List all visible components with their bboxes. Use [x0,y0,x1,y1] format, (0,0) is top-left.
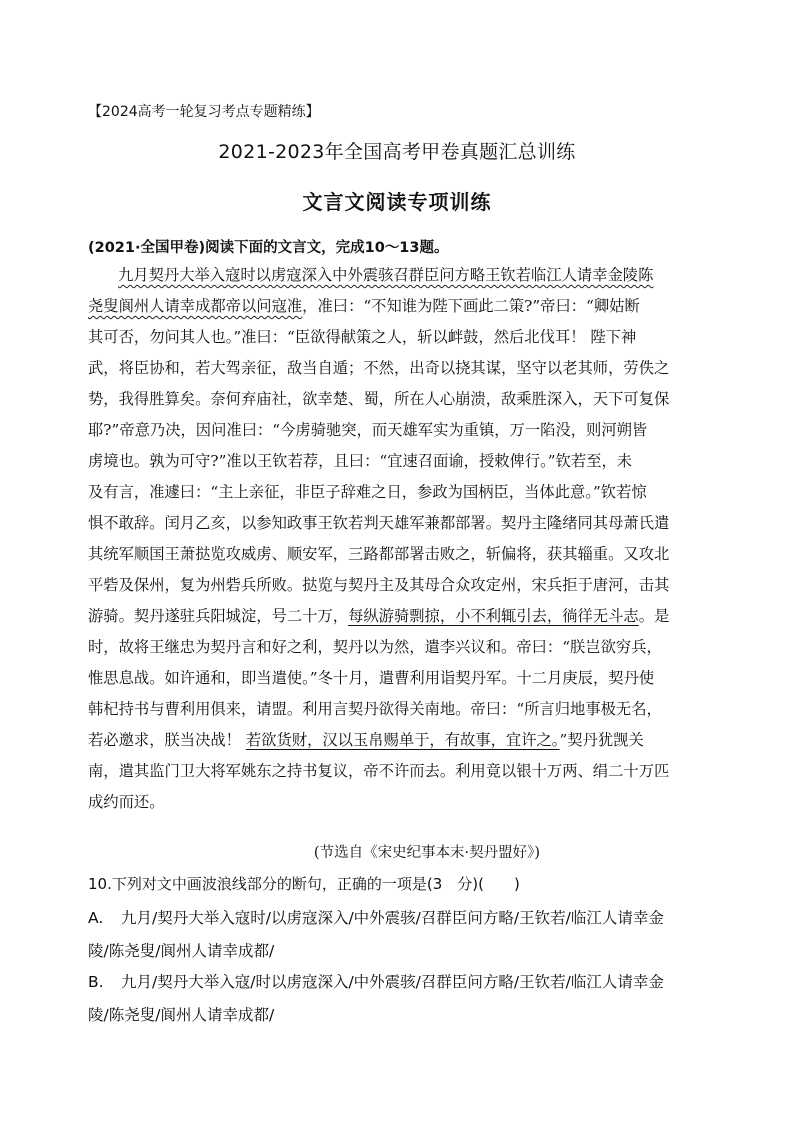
option-label: B. [88,973,104,991]
passage-text: 耶?”帝意乃决，因问准曰：“今虏骑驰突，而天雄军实为重镇，万一陷没，则河朔皆 [88,421,648,439]
passage-line [88,322,700,353]
wavy-underlined-text: 尧叟阆州人请幸成都帝以问寇准 [88,297,303,315]
passage-source: (节选自《宋史纪事本末·契丹盟好》) [313,845,541,861]
option-label: A. [88,909,104,927]
passage-text: 平砦及保州，复为州砦兵所败。挞览与契丹主及其母合众攻定州，宋兵拒于唐河，击其 [88,576,670,594]
passage-line [88,632,700,663]
option-text-line: 陵/陈尧叟/阆州人请幸成都/ [88,942,275,960]
passage-line [88,570,700,601]
document-subtitle: 文言文阅读专项训练 [302,190,492,214]
option-a [88,902,708,968]
option-b [88,966,708,1032]
passage-text: 时，故将王继忠为契丹言和好之利，契丹以为然，遣李兴议和。帝曰：“朕岂欲穷兵， [88,638,662,656]
passage-line [88,601,700,632]
passage-line [88,477,700,508]
passage-line [88,291,700,322]
underlined-text: 每纵游骑剽掠，小不利辄引去，徜徉无斗志 [348,607,639,625]
passage-line [88,446,700,477]
series-tag: 【2024高考一轮复习考点专题精练】 [88,104,320,120]
passage-text: 武，将臣协和，若大驾亲征，敌当自遁；不然，出奇以挠其谋，坚守以老其师，劳佚之 [88,359,670,377]
option-text-line: 陵/陈尧叟/阆州人请幸成都/ [88,1006,275,1024]
passage-line [88,663,700,694]
wavy-underlined-text: 九月契丹大举入寇时以虏寇深入中外震骇召群臣问方略王钦若临江人请幸金陵陈 [118,266,654,284]
passage-text: 若必邀求，朕当决战！ [88,731,246,749]
passage-line [88,353,700,384]
passage-line [88,260,700,291]
passage-line [88,508,700,539]
passage-text: 。是 [638,607,670,625]
passage-line [88,384,700,415]
passage-text: 惧不敢辞。闰月乙亥，以参知政事王钦若判天雄军兼都部署。契丹主隆绪同其母萧氏遣 [88,514,670,532]
passage-text: 及有言，准遽曰：“主上亲征，非臣子辞难之日，参政为国柄臣，当体此意。”钦若惊 [88,483,647,501]
option-text-line: 九月/契丹大举入寇/时以虏寇深入/中外震骇/召群臣问方略/王钦若/临江人请幸金 [121,973,664,991]
passage-text: 势，我得胜算矣。奈何弃庙社，欲幸楚、蜀，所在人心崩溃，敌乘胜深入，天下可复保 [88,390,670,408]
passage-text: 惟思息战。如许通和，即当遣使。”冬十月，遣曹利用诣契丹军。十二月庚辰，契丹使 [88,669,655,687]
passage-line [88,787,700,818]
passage-text: 成约而还。 [88,793,165,811]
passage-text: 虏境也。孰为可守?”准以王钦若荐，且曰：“宜速召面谕，授敕俾行。”钦若至，未 [88,452,633,470]
passage-text: 其可否，勿问其人也。”准曰：“臣欲得献策之人，斩以衅鼓，然后北伐耳！ 陛下神 [88,328,637,346]
passage-text: ，准曰：“不知谁为陛下画此二策?”帝曰：“卿姑断 [302,297,640,315]
passage-line [88,539,700,570]
underlined-text: 若欲货财，汉以玉帛赐单于，有故事，宜许之。 [245,731,560,749]
passage-text: 游骑。契丹遂驻兵阳城淀，号二十万， [88,607,349,625]
passage-line [88,694,700,725]
passage-text: 南，遣其监门卫大将军姚东之持书复议，帝不许而去。利用竟以银十万两、绢二十万匹 [88,762,670,780]
classical-passage [88,260,700,818]
document-title: 2021-2023年全国高考甲卷真题汇总训练 [218,141,576,163]
option-text-line: 九月/契丹大举入寇时/以虏寇深入/中外震骇/召群臣问方略/王钦若/临江人请幸金 [121,909,664,927]
section-heading: (2021·全国甲卷)阅读下面的文言文，完成10～13题。 [88,240,449,256]
passage-line [88,756,700,787]
passage-text: 韩杞持书与曹利用俱来，请盟。利用言契丹欲得关南地。帝曰：“所言归地事极无名， [88,700,662,718]
passage-line [88,415,700,446]
passage-text: ”契丹犹觊关 [559,731,644,749]
question-10-stem: 10.下列对文中画波浪线部分的断句，正确的一项是(3 分)( ) [88,875,520,893]
passage-text: 其统军顺国王萧挞览攻威虏、顺安军，三路都部署击败之，斩偏将，获其辎重。又攻北 [88,545,670,563]
passage-line [88,725,700,756]
